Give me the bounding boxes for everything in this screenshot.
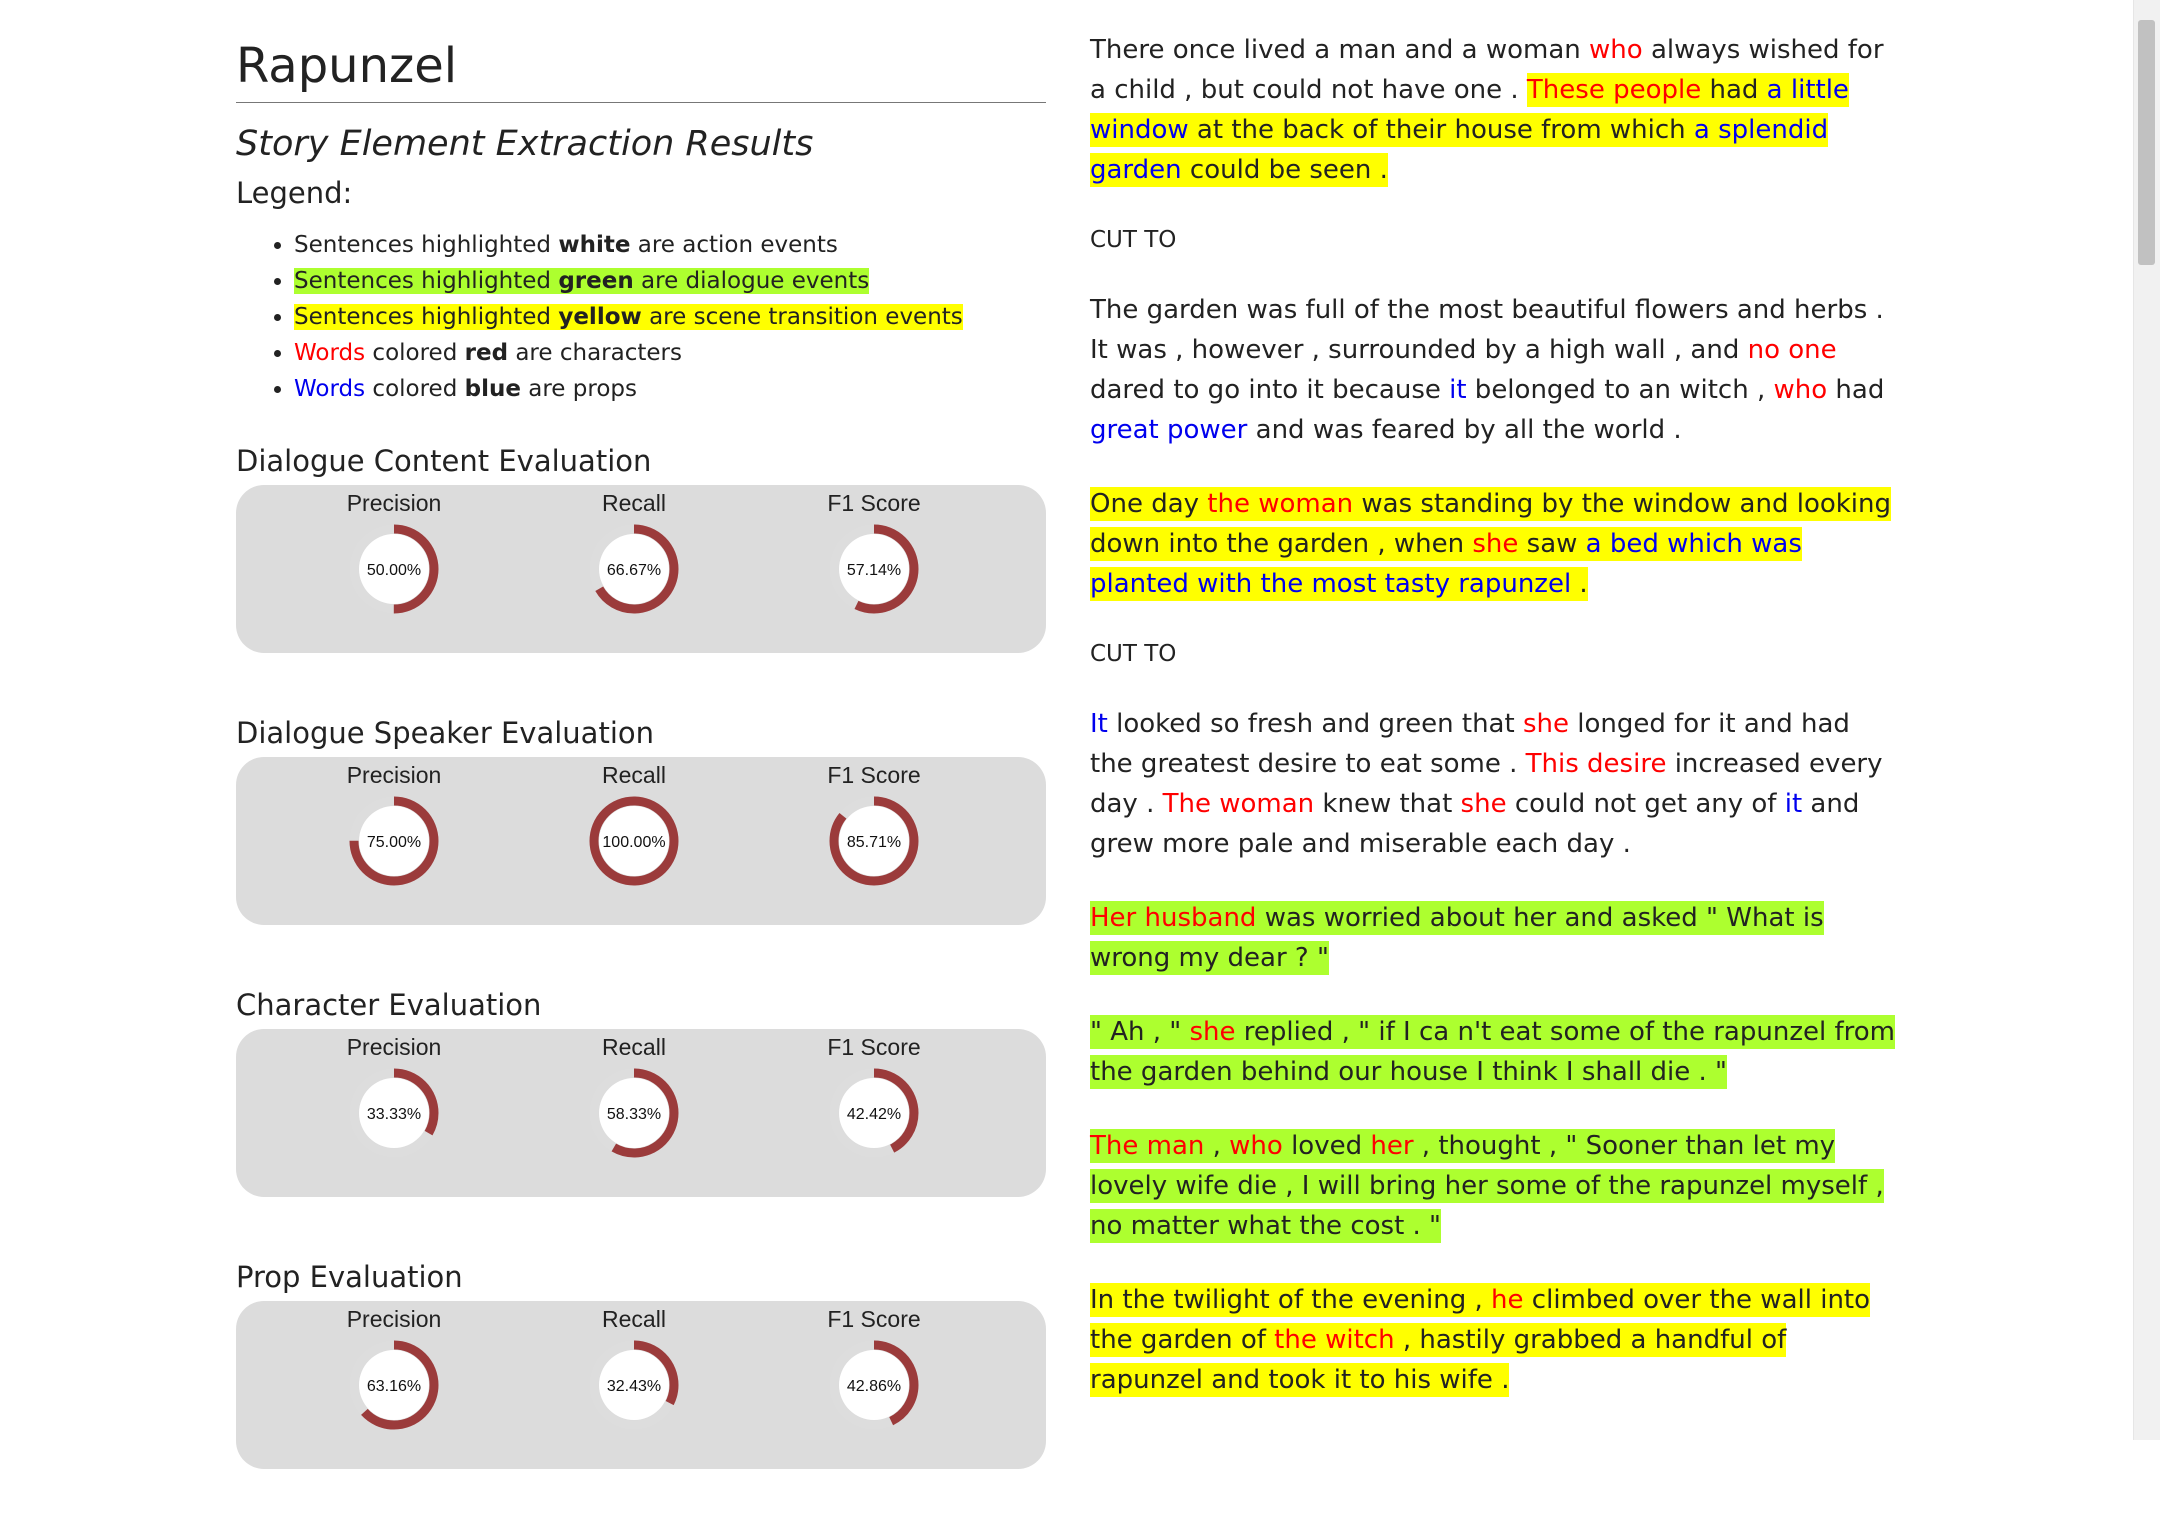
scene-transition-event (1090, 487, 1891, 601)
evaluation-title: Dialogue Content Evaluation (236, 444, 652, 478)
donut-value: 75.00% (366, 834, 422, 851)
character-word: who (1589, 35, 1643, 65)
metric-recall (514, 757, 754, 889)
legend-text: colored (365, 376, 465, 402)
scroll-thumb[interactable] (2138, 20, 2155, 265)
evaluation-panel (236, 1301, 1046, 1469)
metric-precision (274, 757, 514, 889)
metric-label: F1 Score (827, 1306, 921, 1332)
legend-text: are characters (508, 340, 682, 366)
prop-word: great power (1090, 415, 1248, 445)
evaluation-panel (236, 757, 1046, 925)
character-word: The woman (1162, 789, 1315, 819)
story-text: increased every day . (1090, 749, 1883, 819)
donut-value: 32.43% (606, 1378, 662, 1395)
character-word: These people (1526, 75, 1702, 105)
dialogue-event (1090, 901, 1824, 975)
legend-item (294, 227, 1046, 263)
metric-label: Precision (346, 1034, 442, 1060)
legend-text: blue (464, 376, 521, 402)
character-word: the woman (1207, 489, 1354, 519)
evaluation-panel (236, 1029, 1046, 1197)
story-text: could be seen . (1181, 155, 1388, 185)
story-paragraph (1090, 30, 1900, 190)
story-text: was worried about her and asked " What is wrong my dear ? " (1090, 903, 1824, 973)
character-word: she (1189, 1017, 1236, 1047)
story-paragraph (1090, 1280, 1900, 1400)
legend-item (294, 335, 1046, 371)
story-text: There once lived a man and a woman (1090, 35, 1590, 65)
legend-item-text (294, 376, 637, 402)
story-text (1090, 30, 1900, 1434)
character-word: she (1472, 529, 1519, 559)
donut-chart (826, 1337, 922, 1433)
donut-value: 66.67% (606, 562, 662, 579)
dialogue-event (1090, 1129, 1884, 1243)
legend-title: Legend: (236, 176, 353, 210)
metric-label: Precision (346, 1306, 442, 1332)
character-word: her (1370, 1131, 1414, 1161)
legend-text: green (558, 268, 634, 294)
character-word: Her husband (1090, 903, 1257, 933)
metric-precision (274, 1029, 514, 1161)
legend-item-text (294, 340, 682, 366)
prop-word: Words (294, 376, 366, 402)
story-text: longed for it and had the greatest desire to eat some . (1090, 709, 1850, 779)
legend-item (294, 263, 1046, 299)
character-word: Words (294, 340, 366, 366)
story-text: One day (1090, 489, 1208, 519)
story-text: and grew more pale and miserable each day . (1090, 789, 1860, 859)
character-word: who (1229, 1131, 1283, 1161)
story-text: dared to go into it because (1090, 375, 1450, 405)
story-text: , (1204, 1131, 1230, 1161)
prop-word: a bed which was planted with the most tasty rapunzel (1090, 529, 1802, 599)
legend-list (236, 227, 1046, 407)
metric-precision (274, 1301, 514, 1433)
donut-chart (826, 521, 922, 617)
legend-text: Sentences highlighted (294, 268, 559, 294)
legend-text: colored (365, 340, 465, 366)
evaluation-title: Dialogue Speaker Evaluation (236, 716, 654, 750)
donut-value: 85.71% (846, 834, 902, 851)
story-text: had (1827, 375, 1885, 405)
metric-label: Recall (602, 490, 666, 516)
metric-label: Precision (346, 762, 442, 788)
story-text: looked so fresh and green that (1107, 709, 1523, 739)
story-paragraph (1090, 1126, 1900, 1246)
story-text: climbed over the wall into the garden of (1090, 1285, 1871, 1355)
metric-label: F1 Score (827, 490, 921, 516)
story-text: saw (1518, 529, 1586, 559)
donut-value: 42.86% (846, 1378, 902, 1395)
legend-item-text (294, 304, 963, 330)
story-text: loved (1282, 1131, 1371, 1161)
metric-precision (274, 485, 514, 617)
metric-f1-score (754, 485, 994, 617)
metric-label: Recall (602, 1306, 666, 1332)
scrollbar[interactable] (2133, 0, 2160, 1440)
story-paragraph (1090, 704, 1900, 864)
story-text: at the back of their house from which (1188, 115, 1694, 145)
story-text: In the twilight of the evening , (1090, 1285, 1492, 1315)
story-text: had (1701, 75, 1767, 105)
character-word: she (1522, 709, 1569, 739)
legend-text: Sentences highlighted (294, 232, 559, 258)
donut-chart (346, 521, 442, 617)
donut-value: 50.00% (366, 562, 422, 579)
donut-chart (586, 521, 682, 617)
metric-label: F1 Score (827, 762, 921, 788)
donut-chart (346, 1065, 442, 1161)
legend-text: red (464, 340, 509, 366)
metric-recall (514, 485, 754, 617)
character-word: who (1773, 375, 1828, 405)
evaluation-title: Character Evaluation (236, 988, 542, 1022)
metric-f1-score (754, 1301, 994, 1433)
story-paragraph (1090, 290, 1900, 450)
story-text: , thought , " Sooner than let my lovely wife die , I will bring her some of the rapunzel myself , no matter what the cost . " (1090, 1131, 1884, 1241)
character-word: The man (1090, 1131, 1205, 1161)
legend-item-text (294, 268, 869, 294)
legend-text: Sentences highlighted (294, 304, 559, 330)
character-word: This desire (1525, 749, 1667, 779)
story-text: was standing by the window and looking down into the garden , when (1090, 489, 1892, 559)
story-paragraph (1090, 1012, 1900, 1092)
story-text: belonged to an witch , (1466, 375, 1774, 405)
metric-recall (514, 1301, 754, 1433)
story-paragraph (1090, 898, 1900, 978)
donut-chart (826, 793, 922, 889)
legend-item (294, 371, 1046, 407)
prop-word: a splendid garden (1090, 115, 1829, 185)
page-title: Rapunzel (236, 30, 1046, 103)
story-paragraph (1090, 484, 1900, 604)
story-text: , hastily grabbed a handful of rapunzel and took it to his wife . (1090, 1325, 1787, 1395)
donut-chart (586, 1065, 682, 1161)
evaluations (236, 441, 1046, 1469)
donut-value: 33.33% (366, 1106, 422, 1123)
left-column (236, 30, 1046, 1529)
story-text: always wished for a child , but could not have one . (1090, 35, 1884, 105)
metric-label: F1 Score (827, 1034, 921, 1060)
story-text: " Ah , " (1090, 1017, 1190, 1047)
donut-value: 100.00% (602, 834, 666, 851)
legend-item (294, 299, 1046, 335)
legend-text: are scene transition events (641, 304, 963, 330)
prop-word: it (1449, 375, 1467, 405)
scene-transition-event (1090, 1283, 1870, 1397)
metric-label: Recall (602, 1034, 666, 1060)
evaluation-panel (236, 485, 1046, 653)
prop-word: It (1090, 709, 1108, 739)
donut-chart (586, 1337, 682, 1433)
story-text: knew that (1314, 789, 1461, 819)
prop-word: a little window (1090, 75, 1849, 145)
legend-text: white (558, 232, 631, 258)
donut-value: 57.14% (846, 562, 902, 579)
metric-f1-score (754, 1029, 994, 1161)
metric-recall (514, 1029, 754, 1161)
dialogue-event (1090, 1015, 1895, 1089)
prop-word: it (1784, 789, 1803, 819)
character-word: no one (1747, 335, 1837, 365)
scene-cut: CUT TO (1090, 227, 1177, 253)
metric-label: Precision (346, 490, 442, 516)
scene-cut: CUT TO (1090, 641, 1177, 667)
character-word: he (1491, 1285, 1524, 1315)
donut-value: 58.33% (606, 1106, 662, 1123)
donut-value: 63.16% (366, 1378, 422, 1395)
story-text: The garden was full of the most beautiful flowers and herbs . It was , however , surrounded by a high wall , and (1090, 295, 1884, 365)
donut-chart (586, 793, 682, 889)
page-subtitle: Story Element Extraction Results (236, 124, 814, 164)
donut-value: 42.42% (846, 1106, 902, 1123)
metric-label: Recall (602, 762, 666, 788)
story-text: could not get any of (1506, 789, 1785, 819)
legend-text: are props (520, 376, 637, 402)
story-text: . (1571, 569, 1588, 599)
character-word: she (1460, 789, 1507, 819)
donut-chart (826, 1065, 922, 1161)
legend-text: yellow (558, 304, 642, 330)
story-text: and was feared by all the world . (1247, 415, 1682, 445)
metric-f1-score (754, 757, 994, 889)
legend-text: are action events (630, 232, 838, 258)
character-word: the witch (1274, 1325, 1395, 1355)
legend-item-text (294, 232, 838, 258)
evaluation-title: Prop Evaluation (236, 1260, 463, 1294)
donut-chart (346, 793, 442, 889)
legend-text: are dialogue events (633, 268, 870, 294)
story-text: replied , " if I ca n't eat some of the rapunzel from the garden behind our house I think I shall die . " (1090, 1017, 1895, 1087)
donut-chart (346, 1337, 442, 1433)
